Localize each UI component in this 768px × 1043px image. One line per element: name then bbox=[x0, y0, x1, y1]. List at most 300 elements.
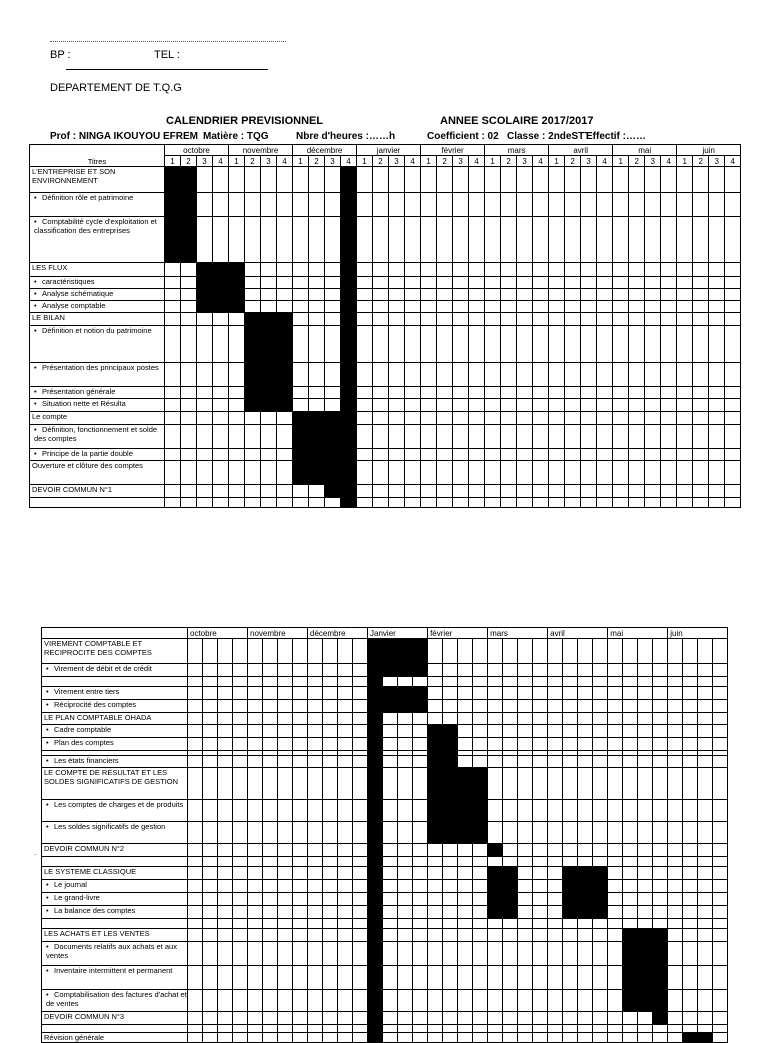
week-cell bbox=[518, 639, 533, 664]
week-cell bbox=[229, 301, 245, 313]
week-cell bbox=[263, 942, 278, 966]
week-cell bbox=[503, 725, 518, 738]
week-cell bbox=[245, 485, 261, 498]
week-cell bbox=[518, 966, 533, 990]
week-cell bbox=[188, 725, 203, 738]
week-cell bbox=[245, 326, 261, 363]
week-cell bbox=[581, 301, 597, 313]
week-cell bbox=[389, 387, 405, 399]
week-cell bbox=[563, 844, 578, 857]
week-cell bbox=[518, 990, 533, 1012]
week-cell bbox=[548, 966, 563, 990]
week-cell bbox=[581, 289, 597, 301]
week-cell bbox=[188, 687, 203, 700]
week-cell bbox=[197, 498, 213, 508]
week-cell bbox=[503, 1033, 518, 1043]
week-cell bbox=[248, 725, 263, 738]
week-cell bbox=[653, 929, 668, 942]
week-cell bbox=[323, 725, 338, 738]
week-cell bbox=[549, 399, 565, 412]
week-cell bbox=[341, 461, 357, 485]
week-cell bbox=[368, 942, 383, 966]
week-cell bbox=[565, 425, 581, 449]
week-cell bbox=[165, 217, 181, 263]
week-cell bbox=[548, 919, 563, 929]
week-cell bbox=[263, 844, 278, 857]
week-cell bbox=[293, 677, 308, 687]
week-cell bbox=[485, 399, 501, 412]
week-cell bbox=[421, 425, 437, 449]
week-cell bbox=[668, 822, 683, 844]
week-cell bbox=[453, 412, 469, 425]
week-cell bbox=[698, 1033, 713, 1043]
effectif-info: Effectif :…… bbox=[586, 131, 646, 142]
table-row bbox=[30, 387, 741, 399]
week-cell bbox=[229, 425, 245, 449]
week-cell bbox=[503, 664, 518, 677]
week-cell bbox=[623, 1012, 638, 1025]
week-cell bbox=[405, 217, 421, 263]
week-number: 4 bbox=[469, 156, 485, 167]
week-cell bbox=[581, 363, 597, 387]
table-row bbox=[42, 942, 728, 966]
week-cell bbox=[503, 822, 518, 844]
week-cell bbox=[428, 738, 443, 751]
week-cell bbox=[698, 919, 713, 929]
table-row bbox=[42, 800, 728, 822]
week-cell bbox=[203, 822, 218, 844]
week-cell bbox=[218, 713, 233, 725]
week-cell bbox=[613, 289, 629, 301]
week-cell bbox=[389, 263, 405, 277]
week-cell bbox=[323, 942, 338, 966]
week-cell bbox=[473, 700, 488, 713]
week-cell bbox=[501, 461, 517, 485]
week-cell bbox=[383, 677, 398, 687]
week-cell bbox=[693, 387, 709, 399]
week-cell bbox=[428, 880, 443, 893]
week-cell bbox=[473, 966, 488, 990]
week-cell bbox=[563, 664, 578, 677]
week-cell bbox=[608, 677, 623, 687]
week-cell bbox=[245, 263, 261, 277]
week-cell bbox=[578, 700, 593, 713]
week-cell bbox=[338, 768, 353, 800]
week-cell bbox=[565, 387, 581, 399]
week-cell bbox=[188, 880, 203, 893]
week-cell bbox=[233, 713, 248, 725]
week-cell bbox=[261, 167, 277, 193]
week-cell bbox=[518, 1033, 533, 1043]
week-cell bbox=[581, 193, 597, 217]
week-cell bbox=[469, 449, 485, 461]
week-cell bbox=[263, 1033, 278, 1043]
week-number: 1 bbox=[229, 156, 245, 167]
week-cell bbox=[357, 263, 373, 277]
week-cell bbox=[668, 1025, 683, 1033]
row-title-cell bbox=[30, 326, 165, 363]
week-cell bbox=[623, 867, 638, 880]
table-row bbox=[42, 687, 728, 700]
week-cell bbox=[623, 893, 638, 906]
week-cell bbox=[373, 363, 389, 387]
week-cell bbox=[413, 867, 428, 880]
week-cell bbox=[383, 880, 398, 893]
week-cell bbox=[357, 449, 373, 461]
week-cell bbox=[308, 990, 323, 1012]
week-cell bbox=[309, 263, 325, 277]
week-cell bbox=[308, 1033, 323, 1043]
week-cell bbox=[428, 756, 443, 768]
week-cell bbox=[293, 277, 309, 289]
week-cell bbox=[677, 498, 693, 508]
week-cell bbox=[623, 725, 638, 738]
week-cell bbox=[645, 277, 661, 289]
row-title: Virement de débit et de crédit bbox=[54, 664, 152, 673]
week-cell bbox=[629, 485, 645, 498]
week-cell bbox=[357, 301, 373, 313]
row-title-cell bbox=[42, 844, 188, 857]
week-cell bbox=[533, 301, 549, 313]
week-cell bbox=[213, 412, 229, 425]
week-cell bbox=[428, 844, 443, 857]
week-cell bbox=[613, 363, 629, 387]
week-cell bbox=[608, 1033, 623, 1043]
week-cell bbox=[501, 277, 517, 289]
week-cell bbox=[629, 289, 645, 301]
week-cell bbox=[578, 942, 593, 966]
week-cell bbox=[357, 498, 373, 508]
row-title-cell bbox=[30, 277, 165, 289]
table-row bbox=[42, 880, 728, 893]
week-cell bbox=[368, 966, 383, 990]
week-cell bbox=[188, 822, 203, 844]
week-cell bbox=[229, 326, 245, 363]
week-cell bbox=[277, 263, 293, 277]
week-cell bbox=[725, 461, 741, 485]
week-cell bbox=[405, 363, 421, 387]
week-cell bbox=[501, 363, 517, 387]
week-cell bbox=[503, 768, 518, 800]
week-cell bbox=[421, 313, 437, 326]
week-cell bbox=[698, 713, 713, 725]
week-cell bbox=[308, 893, 323, 906]
week-cell bbox=[338, 893, 353, 906]
month-header: novembre bbox=[229, 145, 293, 156]
week-cell bbox=[533, 700, 548, 713]
week-cell bbox=[533, 449, 549, 461]
week-cell bbox=[398, 725, 413, 738]
week-cell bbox=[165, 313, 181, 326]
week-cell bbox=[443, 639, 458, 664]
week-cell bbox=[323, 919, 338, 929]
week-cell bbox=[668, 725, 683, 738]
week-cell bbox=[428, 687, 443, 700]
week-cell bbox=[713, 768, 728, 800]
week-cell bbox=[623, 1033, 638, 1043]
week-cell bbox=[683, 966, 698, 990]
week-cell bbox=[613, 485, 629, 498]
row-title: Comptabilisation des factures d'achat et de ventes bbox=[46, 990, 187, 1008]
week-cell bbox=[593, 677, 608, 687]
bullet-icon: • bbox=[34, 277, 37, 286]
week-cell bbox=[421, 167, 437, 193]
week-cell bbox=[485, 313, 501, 326]
week-cell bbox=[293, 301, 309, 313]
week-cell bbox=[389, 289, 405, 301]
week-cell bbox=[473, 867, 488, 880]
week-cell bbox=[357, 193, 373, 217]
week-cell bbox=[213, 485, 229, 498]
week-number: 3 bbox=[453, 156, 469, 167]
week-cell bbox=[421, 217, 437, 263]
week-cell bbox=[653, 713, 668, 725]
week-cell bbox=[357, 217, 373, 263]
week-cell bbox=[473, 844, 488, 857]
week-cell bbox=[261, 387, 277, 399]
week-cell bbox=[713, 1012, 728, 1025]
week-cell bbox=[683, 919, 698, 929]
week-cell bbox=[165, 277, 181, 289]
week-cell bbox=[668, 919, 683, 929]
week-number: 4 bbox=[277, 156, 293, 167]
week-cell bbox=[197, 363, 213, 387]
week-cell bbox=[293, 1012, 308, 1025]
week-cell bbox=[668, 844, 683, 857]
week-cell bbox=[549, 498, 565, 508]
week-cell bbox=[683, 844, 698, 857]
week-cell bbox=[563, 867, 578, 880]
week-cell bbox=[405, 387, 421, 399]
week-cell bbox=[668, 990, 683, 1012]
week-cell bbox=[309, 193, 325, 217]
table-row bbox=[30, 277, 741, 289]
week-cell bbox=[645, 313, 661, 326]
week-cell bbox=[368, 677, 383, 687]
week-cell bbox=[693, 313, 709, 326]
week-cell bbox=[308, 822, 323, 844]
week-cell bbox=[581, 277, 597, 289]
week-cell bbox=[698, 929, 713, 942]
week-cell bbox=[693, 289, 709, 301]
week-cell bbox=[563, 906, 578, 919]
week-cell bbox=[713, 857, 728, 867]
week-cell bbox=[323, 1025, 338, 1033]
week-cell bbox=[389, 461, 405, 485]
week-cell bbox=[263, 713, 278, 725]
week-cell bbox=[421, 485, 437, 498]
week-cell bbox=[197, 425, 213, 449]
week-cell bbox=[638, 700, 653, 713]
week-cell bbox=[443, 919, 458, 929]
week-cell bbox=[563, 725, 578, 738]
week-cell bbox=[453, 461, 469, 485]
row-title-cell bbox=[42, 906, 188, 919]
week-cell bbox=[261, 263, 277, 277]
week-cell bbox=[325, 277, 341, 289]
week-cell bbox=[383, 756, 398, 768]
row-title-cell bbox=[42, 639, 188, 664]
week-cell bbox=[203, 893, 218, 906]
week-cell bbox=[405, 461, 421, 485]
week-cell bbox=[488, 990, 503, 1012]
week-cell bbox=[613, 313, 629, 326]
week-cell bbox=[638, 1012, 653, 1025]
week-cell bbox=[593, 893, 608, 906]
week-cell bbox=[341, 167, 357, 193]
week-cell bbox=[488, 880, 503, 893]
row-title: Présentation générale bbox=[42, 387, 116, 396]
week-cell bbox=[709, 217, 725, 263]
week-cell bbox=[443, 664, 458, 677]
week-cell bbox=[485, 449, 501, 461]
week-cell bbox=[698, 725, 713, 738]
week-cell bbox=[218, 1012, 233, 1025]
week-cell bbox=[549, 363, 565, 387]
week-cell bbox=[218, 844, 233, 857]
week-cell bbox=[338, 664, 353, 677]
week-cell bbox=[308, 756, 323, 768]
week-cell bbox=[597, 217, 613, 263]
week-cell bbox=[218, 664, 233, 677]
week-cell bbox=[383, 1012, 398, 1025]
week-cell bbox=[383, 942, 398, 966]
week-cell bbox=[293, 929, 308, 942]
week-cell bbox=[353, 687, 368, 700]
corner-cell bbox=[42, 628, 188, 639]
week-cell bbox=[549, 326, 565, 363]
week-cell bbox=[668, 700, 683, 713]
week-cell bbox=[578, 893, 593, 906]
week-cell bbox=[549, 313, 565, 326]
week-cell bbox=[565, 399, 581, 412]
week-cell bbox=[353, 1033, 368, 1043]
week-cell bbox=[501, 289, 517, 301]
week-cell bbox=[368, 919, 383, 929]
table-row bbox=[42, 700, 728, 713]
week-cell bbox=[405, 313, 421, 326]
week-cell bbox=[698, 738, 713, 751]
week-cell bbox=[713, 700, 728, 713]
week-cell bbox=[188, 844, 203, 857]
week-cell bbox=[565, 449, 581, 461]
week-cell bbox=[548, 677, 563, 687]
row-title: La balance des comptes bbox=[54, 906, 136, 915]
week-cell bbox=[563, 687, 578, 700]
week-cell bbox=[245, 217, 261, 263]
week-cell bbox=[413, 687, 428, 700]
week-cell bbox=[277, 461, 293, 485]
week-cell bbox=[165, 193, 181, 217]
week-cell bbox=[533, 193, 549, 217]
row-title-cell bbox=[42, 942, 188, 966]
week-cell bbox=[608, 929, 623, 942]
row-title: caractéristiques bbox=[42, 277, 95, 286]
week-cell bbox=[368, 756, 383, 768]
week-cell bbox=[398, 929, 413, 942]
week-cell bbox=[488, 906, 503, 919]
week-cell bbox=[308, 725, 323, 738]
week-cell bbox=[309, 449, 325, 461]
week-cell bbox=[623, 768, 638, 800]
week-cell bbox=[581, 485, 597, 498]
week-cell bbox=[277, 193, 293, 217]
week-number: 1 bbox=[421, 156, 437, 167]
week-cell bbox=[518, 756, 533, 768]
week-cell bbox=[488, 1025, 503, 1033]
week-cell bbox=[368, 929, 383, 942]
week-cell bbox=[261, 277, 277, 289]
week-cell bbox=[181, 313, 197, 326]
row-title-cell bbox=[30, 217, 165, 263]
week-cell bbox=[245, 313, 261, 326]
week-cell bbox=[709, 387, 725, 399]
week-cell bbox=[368, 664, 383, 677]
week-cell bbox=[323, 990, 338, 1012]
week-cell bbox=[373, 263, 389, 277]
week-cell bbox=[203, 687, 218, 700]
week-cell bbox=[653, 822, 668, 844]
table-row bbox=[30, 485, 741, 498]
week-cell bbox=[613, 326, 629, 363]
row-title: Le compte bbox=[32, 412, 68, 421]
week-cell bbox=[578, 844, 593, 857]
week-cell bbox=[277, 363, 293, 387]
week-cell bbox=[517, 387, 533, 399]
week-cell bbox=[323, 768, 338, 800]
week-cell bbox=[683, 867, 698, 880]
week-cell bbox=[398, 919, 413, 929]
week-number: 3 bbox=[389, 156, 405, 167]
week-cell bbox=[549, 425, 565, 449]
week-cell bbox=[683, 713, 698, 725]
week-cell bbox=[308, 639, 323, 664]
week-cell bbox=[503, 1025, 518, 1033]
week-cell bbox=[677, 193, 693, 217]
week-cell bbox=[709, 313, 725, 326]
week-cell bbox=[245, 449, 261, 461]
week-cell bbox=[421, 498, 437, 508]
week-cell bbox=[453, 167, 469, 193]
week-cell bbox=[488, 929, 503, 942]
week-cell bbox=[593, 857, 608, 867]
week-cell bbox=[453, 449, 469, 461]
row-title-cell bbox=[42, 700, 188, 713]
week-cell bbox=[713, 664, 728, 677]
week-cell bbox=[218, 919, 233, 929]
table-row bbox=[30, 461, 741, 485]
week-cell bbox=[308, 687, 323, 700]
week-cell bbox=[341, 363, 357, 387]
week-cell bbox=[638, 867, 653, 880]
week-cell bbox=[517, 313, 533, 326]
week-cell bbox=[248, 639, 263, 664]
week-cell bbox=[413, 677, 428, 687]
week-cell bbox=[713, 639, 728, 664]
week-cell bbox=[629, 425, 645, 449]
week-cell bbox=[165, 425, 181, 449]
week-cell bbox=[469, 412, 485, 425]
week-cell bbox=[597, 498, 613, 508]
week-cell bbox=[563, 857, 578, 867]
week-cell bbox=[413, 664, 428, 677]
week-cell bbox=[278, 713, 293, 725]
week-cell bbox=[548, 844, 563, 857]
week-cell bbox=[338, 677, 353, 687]
week-cell bbox=[608, 942, 623, 966]
week-cell bbox=[608, 687, 623, 700]
table-row bbox=[42, 1012, 728, 1025]
